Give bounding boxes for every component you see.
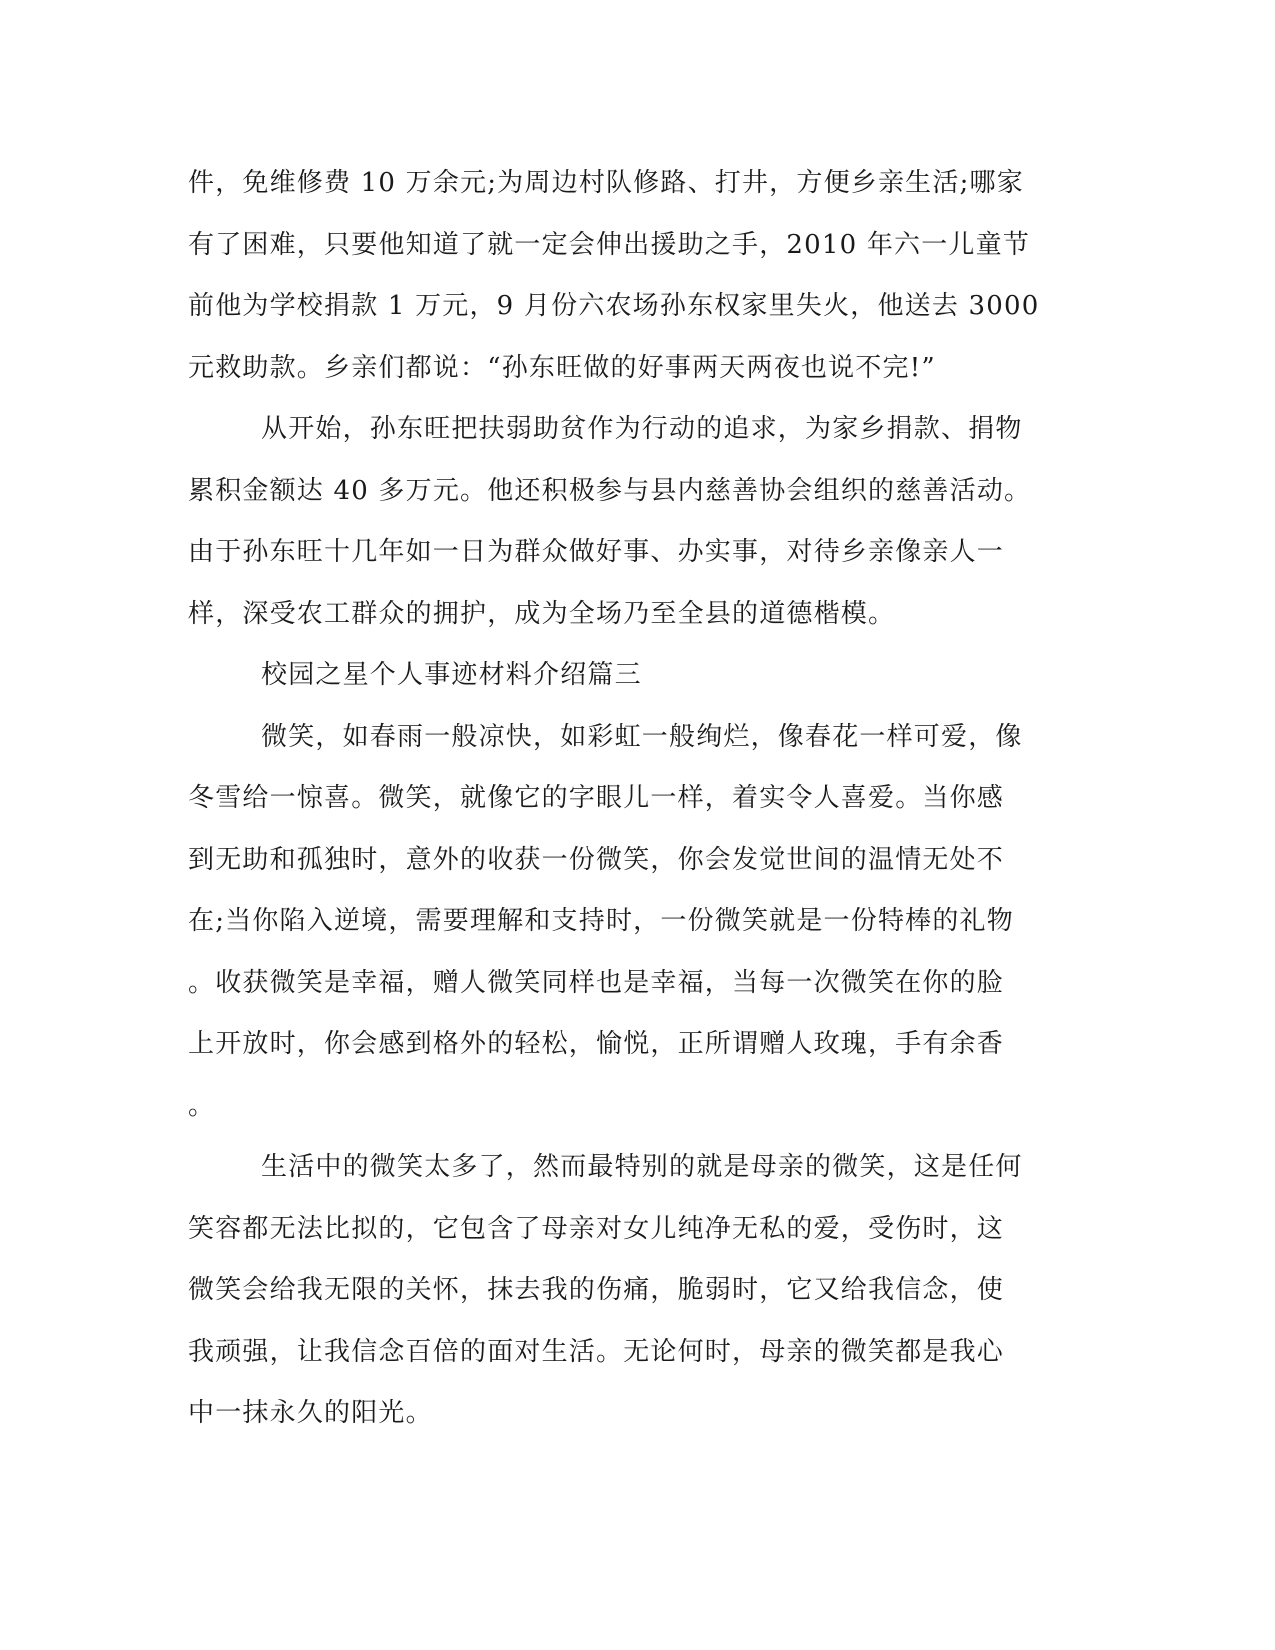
body-text	[188, 163, 1068, 1455]
paragraph-first-line: 生活中的微笑太多了，然而最特别的就是母亲的微笑，这是任何	[261, 1152, 1023, 1182]
text-line: 笑容都无法比拟的，它包含了母亲对女儿纯净无私的爱，受伤时，这	[188, 1213, 1005, 1244]
text-line: 中一抹永久的阳光。	[188, 1398, 433, 1428]
text-line: 我顽强，让我信念百倍的面对生活。无论何时，母亲的微笑都是我心	[188, 1336, 1005, 1367]
text-line: 累积金额达 40 多万元。他还积极参与县内慈善协会组织的慈善活动。	[188, 475, 1032, 506]
text-line: 样，深受农工群众的拥护，成为全场乃至全县的道德楷模。	[188, 598, 896, 629]
text-line: 件，免维修费 10 万余元;为周边村队修路、打井，方便乡亲生活;哪家	[188, 168, 1024, 198]
text-line: 。	[188, 1090, 216, 1121]
text-line: 到无助和孤独时，意外的收获一份微笑，你会发觉世间的温情无处不	[188, 844, 1005, 875]
text-line: 冬雪给一惊喜。微笑，就像它的字眼儿一样，着实令人喜爱。当你感	[188, 783, 1005, 813]
section-heading: 校园之星个人事迹材料介绍篇三	[261, 660, 642, 690]
text-line: 元救助款。乡亲们都说：“孙东旺做的好事两天两夜也说不完!”	[188, 352, 936, 383]
paragraph-first-line: 微笑，如春雨一般凉快，如彩虹一般绚烂，像春花一样可爱，像	[261, 721, 1023, 752]
text-line: 。收获微笑是幸福，赠人微笑同样也是幸福，当每一次微笑在你的脸	[188, 967, 1005, 998]
paragraph-first-line: 从开始，孙东旺把扶弱助贫作为行动的追求，为家乡捐款、捐物	[261, 414, 1023, 444]
text-line: 上开放时，你会感到格外的轻松，愉悦，正所谓赠人玫瑰，手有余香	[188, 1029, 1005, 1059]
text-line: 微笑会给我无限的关怀，抹去我的伤痛，脆弱时，它又给我信念，使	[188, 1275, 1005, 1305]
text-line: 前他为学校捐款 1 万元，9 月份六农场孙东权家里失火，他送去 3000	[188, 291, 1040, 321]
text-line: 在;当你陷入逆境，需要理解和支持时，一份微笑就是一份特棒的礼物	[188, 906, 1014, 936]
text-line: 有了困难，只要他知道了就一定会伸出援助之手，2010 年六一儿童节	[188, 229, 1031, 260]
text-line: 由于孙东旺十几年如一日为群众做好事、办实事，对待乡亲像亲人一	[188, 537, 1005, 567]
